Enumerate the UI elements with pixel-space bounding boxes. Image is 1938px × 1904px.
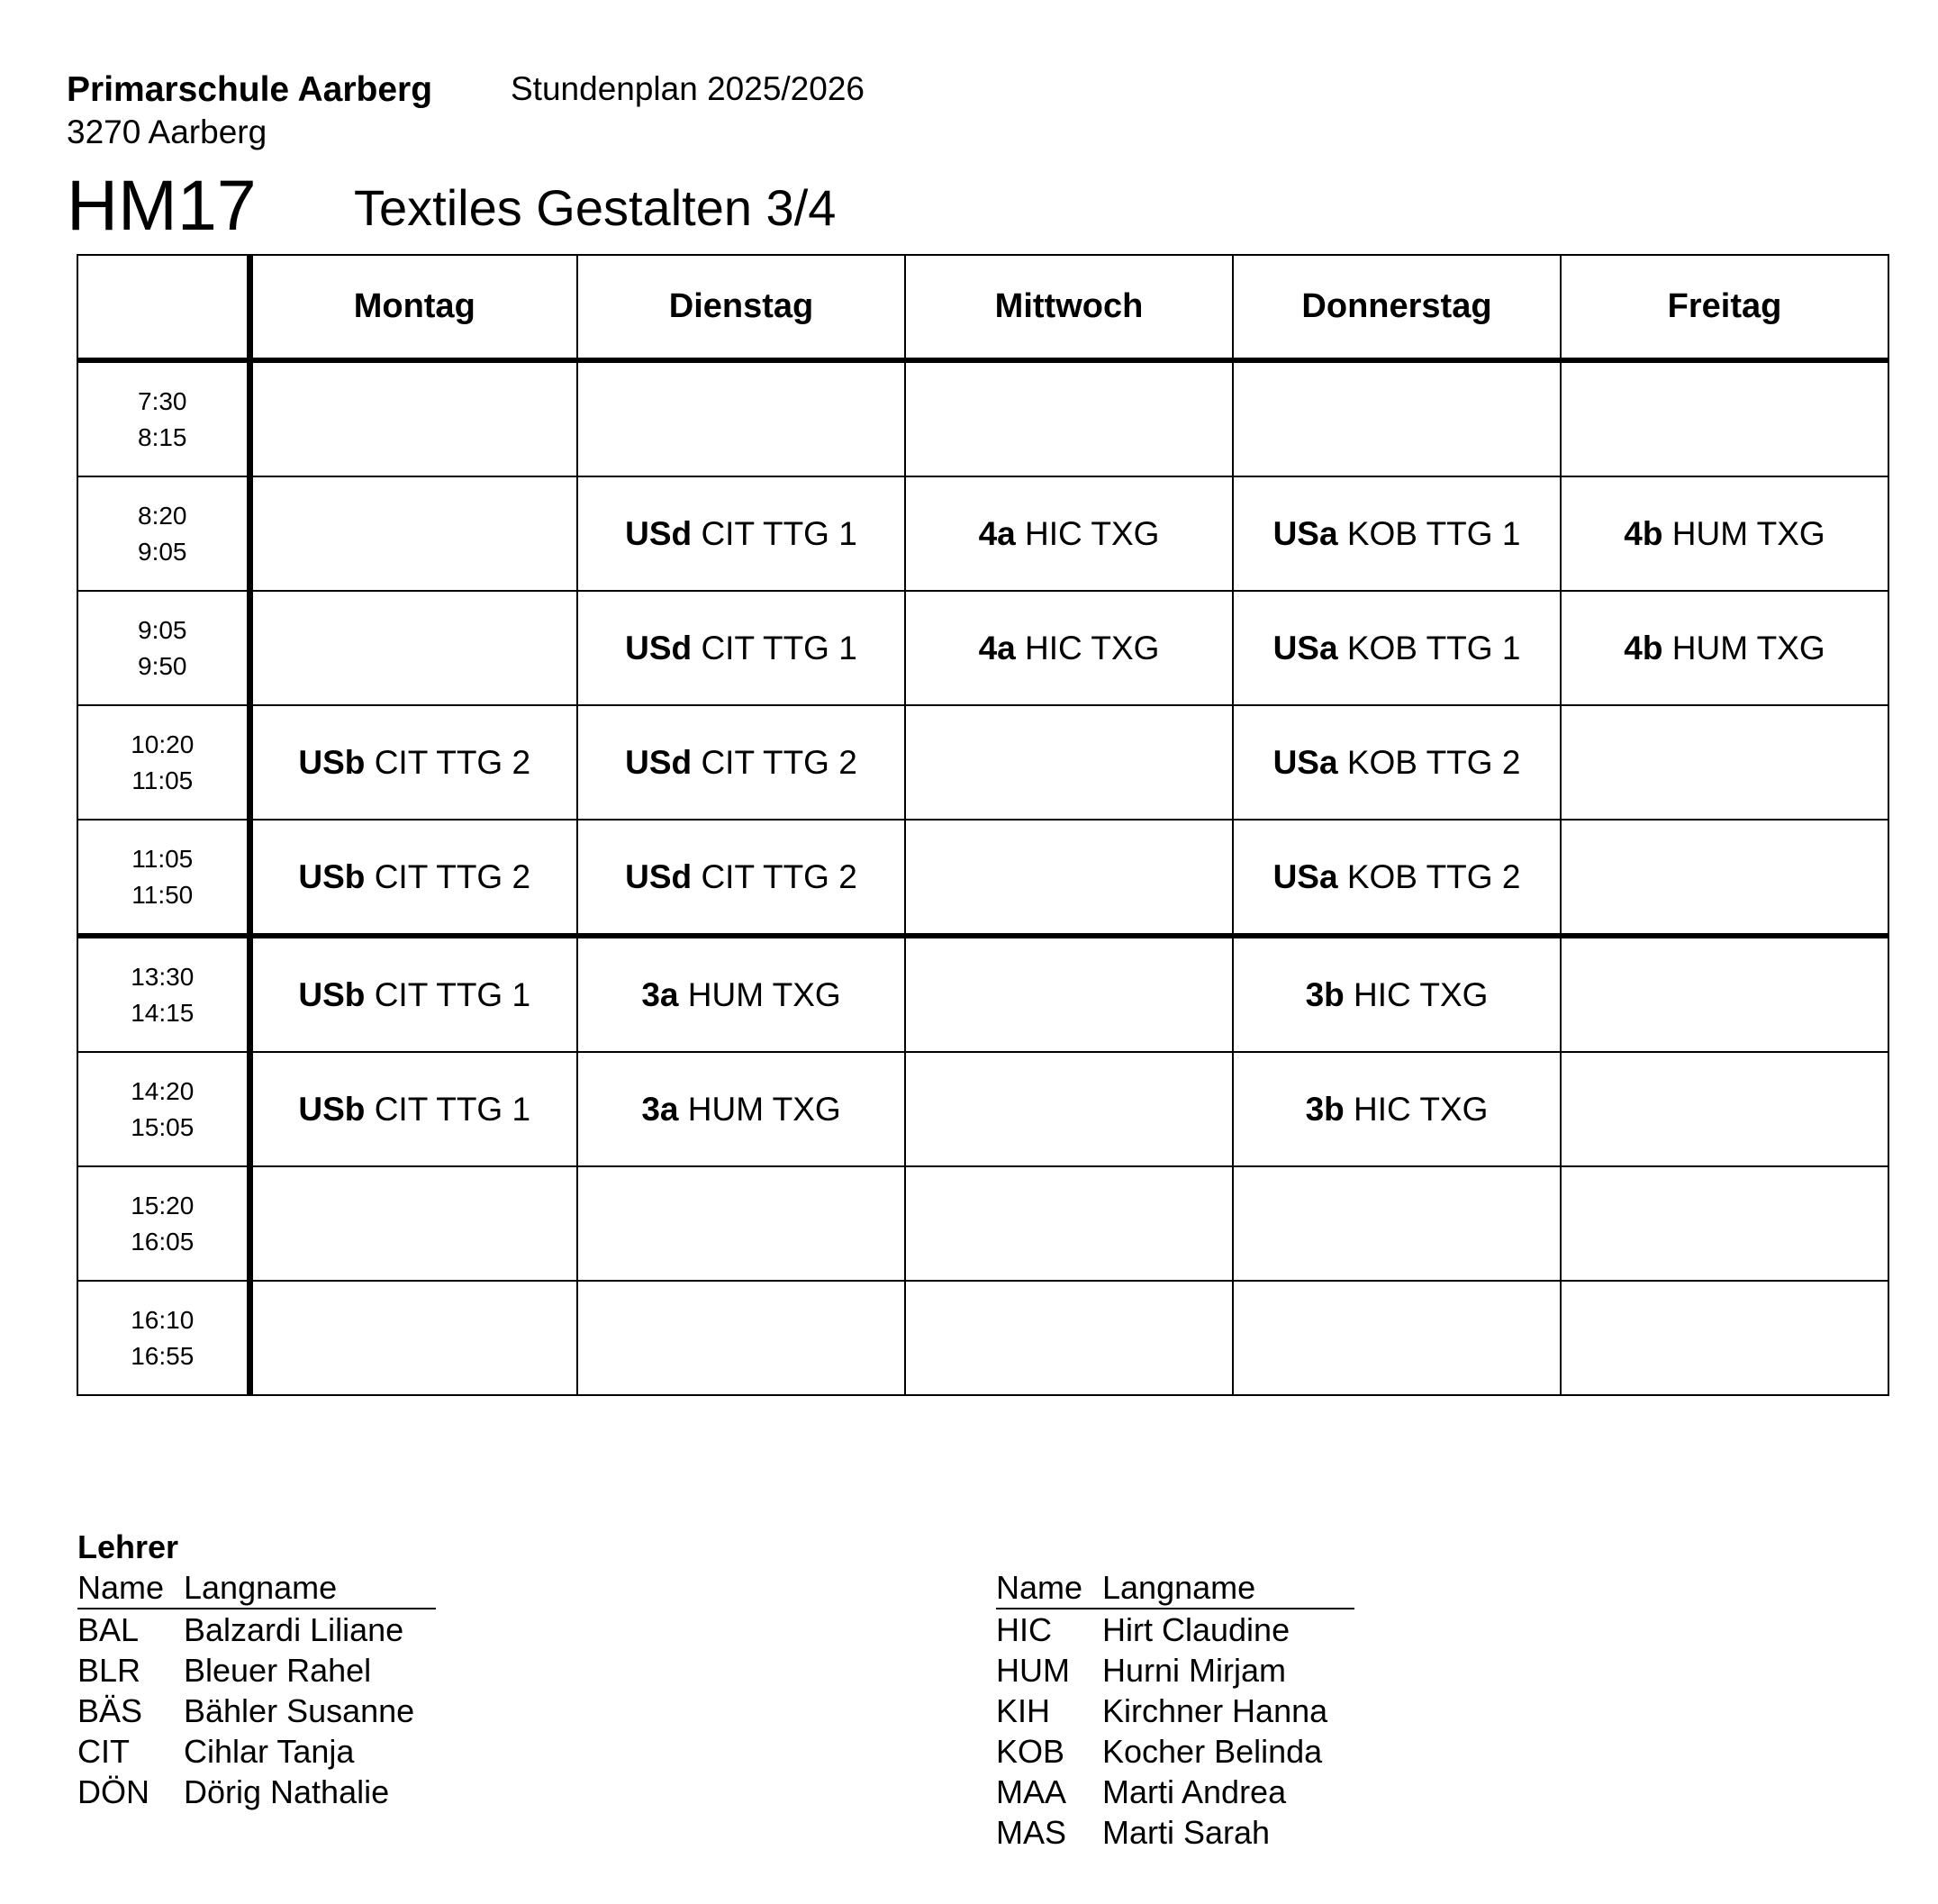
- room-code: HM17: [67, 165, 257, 245]
- lesson-details: HIC TXG: [1354, 1090, 1489, 1128]
- lesson-details: HUM TXG: [1671, 514, 1825, 552]
- teacher-name: Kocher Belinda: [1102, 1733, 1323, 1770]
- lesson-details: CIT TTG 2: [374, 743, 531, 781]
- timetable-row: [77, 476, 1888, 591]
- time-end: 16:05: [131, 1227, 195, 1256]
- legend-col-name: Name: [77, 1567, 184, 1609]
- time-start: 8:20: [138, 501, 187, 530]
- lesson-cell: [249, 820, 577, 936]
- day-header: Donnerstag: [1233, 255, 1561, 360]
- empty-cell: [577, 1166, 905, 1281]
- lesson-cell: [1233, 820, 1561, 936]
- class-code: USa: [1272, 629, 1338, 666]
- empty-cell: [1233, 1166, 1561, 1281]
- teacher-code: HIC: [996, 1611, 1052, 1648]
- teacher-row: [996, 1731, 1354, 1772]
- day-header: Freitag: [1561, 255, 1888, 360]
- lesson-details: CIT TTG 1: [374, 975, 531, 1013]
- time-end: 11:05: [131, 766, 194, 794]
- time-start: 16:10: [131, 1305, 195, 1334]
- lesson-cell: [577, 936, 905, 1052]
- lesson-cell: [1233, 1052, 1561, 1166]
- empty-cell: [1561, 1281, 1888, 1395]
- class-code: USb: [298, 857, 366, 895]
- empty-cell: [577, 360, 905, 476]
- time-cell: [77, 1166, 249, 1281]
- lesson-cell: [1233, 591, 1561, 705]
- school-name: Primarschule Aarberg: [67, 70, 433, 109]
- teacher-name: Bähler Susanne: [184, 1692, 415, 1729]
- lesson-cell: [249, 705, 577, 820]
- class-code: USd: [625, 857, 693, 895]
- empty-cell: [249, 1281, 577, 1395]
- timetable-row: [77, 705, 1888, 820]
- teacher-row: [996, 1812, 1354, 1853]
- class-code: USa: [1272, 743, 1338, 781]
- legend-col-name: Name: [996, 1567, 1102, 1609]
- lesson-details: HIC TXG: [1025, 514, 1160, 552]
- lesson-details: KOB TTG 1: [1346, 514, 1521, 552]
- day-header: Dienstag: [577, 255, 905, 360]
- teacher-code: BAL: [77, 1611, 140, 1648]
- school-city: 3270 Aarberg: [67, 113, 267, 150]
- class-code: USd: [625, 743, 693, 781]
- lesson-details: HIC TXG: [1025, 629, 1160, 666]
- teacher-name: Hurni Mirjam: [1102, 1652, 1287, 1689]
- time-start: 11:05: [131, 844, 194, 873]
- time-cell: [77, 1281, 249, 1395]
- empty-cell: [1233, 360, 1561, 476]
- lesson-cell: [249, 936, 577, 1052]
- lesson-details: HUM TXG: [1671, 629, 1825, 666]
- teacher-name: Marti Andrea: [1102, 1773, 1287, 1810]
- time-start: 15:20: [131, 1191, 195, 1219]
- day-header: Mittwoch: [905, 255, 1233, 360]
- room-name: Textiles Gestalten 3/4: [354, 179, 837, 236]
- teacher-row: [996, 1609, 1354, 1650]
- time-cell: [77, 705, 249, 820]
- time-end: 9:50: [138, 651, 187, 680]
- class-code: USa: [1272, 514, 1338, 552]
- time-end: 16:55: [131, 1341, 195, 1370]
- class-code: USb: [298, 1090, 366, 1128]
- timetable-header-row: [77, 255, 1888, 360]
- plan-title: Stundenplan 2025/2026: [511, 70, 865, 107]
- class-code: 4b: [1624, 514, 1663, 552]
- time-start: 9:05: [138, 615, 187, 644]
- teacher-code: KOB: [996, 1733, 1065, 1770]
- class-code: 4a: [978, 514, 1016, 552]
- class-code: USd: [625, 514, 693, 552]
- lesson-cell: [249, 1052, 577, 1166]
- lesson-cell: [1233, 705, 1561, 820]
- timetable: [77, 254, 1889, 1396]
- class-code: USa: [1272, 857, 1338, 895]
- teacher-code: BÄS: [77, 1692, 143, 1729]
- teacher-row: [77, 1691, 436, 1731]
- teacher-code: BLR: [77, 1652, 141, 1689]
- empty-cell: [249, 360, 577, 476]
- lesson-details: HUM TXG: [687, 1090, 841, 1128]
- teacher-row: [77, 1772, 436, 1812]
- timetable-row: [77, 1166, 1888, 1281]
- class-code: 3a: [641, 975, 679, 1013]
- teacher-name: Marti Sarah: [1102, 1814, 1271, 1851]
- empty-cell: [1561, 360, 1888, 476]
- empty-cell: [905, 1052, 1233, 1166]
- teacher-name: Cihlar Tanja: [184, 1733, 355, 1770]
- class-code: USd: [625, 629, 693, 666]
- teacher-name: Dörig Nathalie: [184, 1773, 390, 1810]
- time-end: 9:05: [138, 537, 187, 566]
- lesson-details: CIT TTG 1: [374, 1090, 531, 1128]
- teacher-code: MAA: [996, 1773, 1067, 1810]
- empty-cell: [905, 705, 1233, 820]
- empty-cell: [905, 360, 1233, 476]
- class-code: 3b: [1305, 975, 1345, 1013]
- time-cell: [77, 591, 249, 705]
- teacher-code: KIH: [996, 1692, 1051, 1729]
- empty-cell: [1561, 936, 1888, 1052]
- teacher-code: DÖN: [77, 1773, 149, 1810]
- corner-cell: [77, 255, 249, 360]
- lesson-cell: [1233, 936, 1561, 1052]
- teacher-name: Balzardi Liliane: [184, 1611, 404, 1648]
- time-start: 7:30: [138, 386, 187, 415]
- teacher-code: HUM: [996, 1652, 1070, 1689]
- timetable-row: [77, 591, 1888, 705]
- lesson-details: CIT TTG 2: [701, 743, 857, 781]
- lesson-details: HIC TXG: [1354, 975, 1489, 1013]
- time-end: 11:50: [131, 880, 194, 909]
- teacher-legend-left: [77, 1567, 436, 1812]
- empty-cell: [905, 936, 1233, 1052]
- lesson-cell: [905, 476, 1233, 591]
- lesson-cell: [1233, 476, 1561, 591]
- time-cell: [77, 360, 249, 476]
- teacher-row: [996, 1691, 1354, 1731]
- empty-cell: [1561, 820, 1888, 936]
- time-start: 10:20: [131, 730, 195, 758]
- lesson-cell: [577, 591, 905, 705]
- timetable-row: [77, 820, 1888, 936]
- lesson-cell: [905, 591, 1233, 705]
- teacher-row: [77, 1731, 436, 1772]
- time-cell: [77, 820, 249, 936]
- day-header: Montag: [249, 255, 577, 360]
- empty-cell: [905, 1281, 1233, 1395]
- teacher-row: [77, 1609, 436, 1650]
- lesson-cell: [577, 705, 905, 820]
- lesson-details: CIT TTG 2: [374, 857, 531, 895]
- class-code: USb: [298, 743, 366, 781]
- empty-cell: [905, 1166, 1233, 1281]
- empty-cell: [249, 591, 577, 705]
- class-code: 3b: [1305, 1090, 1345, 1128]
- class-code: 4a: [978, 629, 1016, 666]
- lesson-details: CIT TTG 2: [701, 857, 857, 895]
- lesson-cell: [577, 820, 905, 936]
- time-cell: [77, 936, 249, 1052]
- teacher-row: [996, 1650, 1354, 1691]
- time-start: 13:30: [131, 962, 195, 991]
- lesson-details: KOB TTG 2: [1346, 857, 1521, 895]
- lesson-details: KOB TTG 2: [1346, 743, 1521, 781]
- class-code: USb: [298, 975, 366, 1013]
- timetable-row: [77, 1052, 1888, 1166]
- lesson-details: CIT TTG 1: [701, 629, 857, 666]
- teacher-code: CIT: [77, 1733, 130, 1770]
- lesson-details: KOB TTG 1: [1346, 629, 1521, 666]
- class-code: 4b: [1624, 629, 1663, 666]
- class-code: 3a: [641, 1090, 679, 1128]
- time-cell: [77, 476, 249, 591]
- teacher-row: [996, 1772, 1354, 1812]
- empty-cell: [249, 476, 577, 591]
- lesson-cell: [1561, 591, 1888, 705]
- legend-title: Lehrer: [77, 1528, 179, 1565]
- legend-col-longname: Langname: [184, 1567, 436, 1609]
- lesson-cell: [1561, 476, 1888, 591]
- empty-cell: [249, 1166, 577, 1281]
- lesson-cell: [577, 476, 905, 591]
- time-end: 15:05: [131, 1112, 195, 1141]
- teacher-legend-right: [996, 1567, 1354, 1853]
- teacher-name: Kirchner Hanna: [1102, 1692, 1328, 1729]
- time-end: 14:15: [131, 998, 195, 1027]
- teacher-row: [77, 1650, 436, 1691]
- empty-cell: [1233, 1281, 1561, 1395]
- teacher-name: Hirt Claudine: [1102, 1611, 1290, 1648]
- time-end: 8:15: [138, 422, 187, 451]
- empty-cell: [1561, 1052, 1888, 1166]
- timetable-row: [77, 360, 1888, 476]
- time-cell: [77, 1052, 249, 1166]
- empty-cell: [1561, 705, 1888, 820]
- lesson-details: CIT TTG 1: [701, 514, 857, 552]
- empty-cell: [905, 820, 1233, 936]
- teacher-name: Bleuer Rahel: [184, 1652, 372, 1689]
- teacher-code: MAS: [996, 1814, 1067, 1851]
- lesson-cell: [577, 1052, 905, 1166]
- lesson-details: HUM TXG: [687, 975, 841, 1013]
- timetable-row: [77, 936, 1888, 1052]
- empty-cell: [1561, 1166, 1888, 1281]
- time-start: 14:20: [131, 1076, 195, 1105]
- legend-col-longname: Langname: [1102, 1567, 1354, 1609]
- timetable-row: [77, 1281, 1888, 1395]
- empty-cell: [577, 1281, 905, 1395]
